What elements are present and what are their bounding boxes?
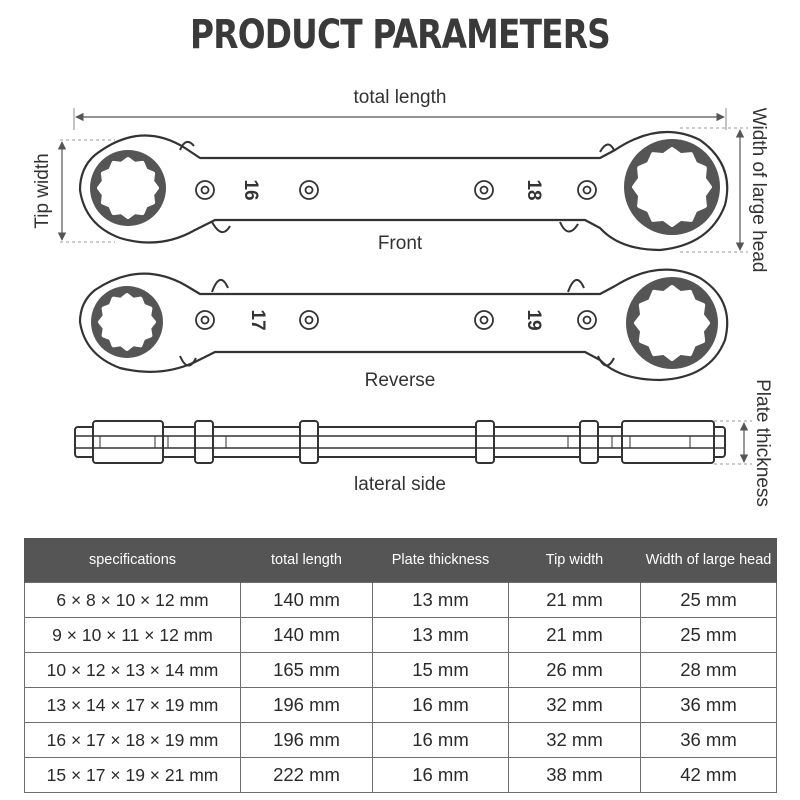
large-head-label: Width of large head: [748, 107, 769, 273]
total-length-label: total length: [353, 87, 447, 108]
reverse-size-right: 19: [523, 309, 544, 331]
reverse-size-left: 17: [247, 309, 268, 331]
cell-total-length: 196 mm: [241, 723, 373, 758]
lateral-wrench: [75, 421, 725, 463]
cell-spec: 15 × 17 × 19 × 21 mm: [25, 758, 241, 793]
cell-plate-thickness: 16 mm: [373, 758, 509, 793]
total-length-dimension: [74, 87, 726, 130]
header-plate-thickness: Plate thickness: [373, 538, 509, 583]
cell-plate-thickness: 13 mm: [373, 618, 509, 653]
cell-total-length: 196 mm: [241, 688, 373, 723]
cell-plate-thickness: 16 mm: [373, 723, 509, 758]
cell-plate-thickness: 13 mm: [373, 583, 509, 618]
cell-large-head: 25 mm: [641, 583, 777, 618]
page-title: PRODUCT PARAMETERS: [190, 12, 610, 58]
cell-spec: 6 × 8 × 10 × 12 mm: [25, 583, 241, 618]
cell-large-head: 25 mm: [641, 618, 777, 653]
cell-total-length: 140 mm: [241, 583, 373, 618]
cell-large-head: 28 mm: [641, 653, 777, 688]
cell-tip-width: 26 mm: [509, 653, 641, 688]
front-label: Front: [377, 233, 423, 254]
table-header-row: [25, 538, 777, 583]
cell-large-head: 36 mm: [641, 688, 777, 723]
cell-tip-width: 32 mm: [509, 723, 641, 758]
cell-spec: 10 × 12 × 13 × 14 mm: [25, 653, 241, 688]
header-total-length: total length: [241, 538, 373, 583]
front-size-right: 18: [523, 179, 544, 201]
cell-tip-width: 32 mm: [509, 688, 641, 723]
cell-spec: 9 × 10 × 11 × 12 mm: [25, 618, 241, 653]
front-size-left: 16: [240, 179, 261, 201]
cell-tip-width: 21 mm: [509, 618, 641, 653]
cell-tip-width: 38 mm: [509, 758, 641, 793]
table-row: [25, 723, 777, 758]
cell-total-length: 165 mm: [241, 653, 373, 688]
reverse-label: Reverse: [364, 370, 436, 391]
front-wrench: [80, 132, 727, 254]
cell-plate-thickness: 15 mm: [373, 653, 509, 688]
cell-tip-width: 21 mm: [509, 583, 641, 618]
parameters-table: [24, 538, 777, 793]
cell-total-length: 140 mm: [241, 618, 373, 653]
table-row: [25, 758, 777, 793]
table-row: [25, 653, 777, 688]
cell-large-head: 36 mm: [641, 723, 777, 758]
header-specifications: specifications: [25, 538, 241, 583]
cell-spec: 16 × 17 × 18 × 19 mm: [25, 723, 241, 758]
table-row: [25, 688, 777, 723]
plate-thickness-label: Plate thickness: [752, 379, 773, 507]
header-tip-width: Tip width: [509, 538, 641, 583]
table-row: [25, 583, 777, 618]
cell-spec: 13 × 14 × 17 × 19 mm: [25, 688, 241, 723]
cell-plate-thickness: 16 mm: [373, 688, 509, 723]
header-large-head: Width of large head: [641, 538, 777, 583]
reverse-wrench: [80, 270, 727, 391]
cell-total-length: 222 mm: [241, 758, 373, 793]
table-row: [25, 618, 777, 653]
cell-large-head: 42 mm: [641, 758, 777, 793]
tip-width-label: Tip width: [32, 153, 53, 229]
lateral-label: lateral side: [354, 474, 446, 495]
